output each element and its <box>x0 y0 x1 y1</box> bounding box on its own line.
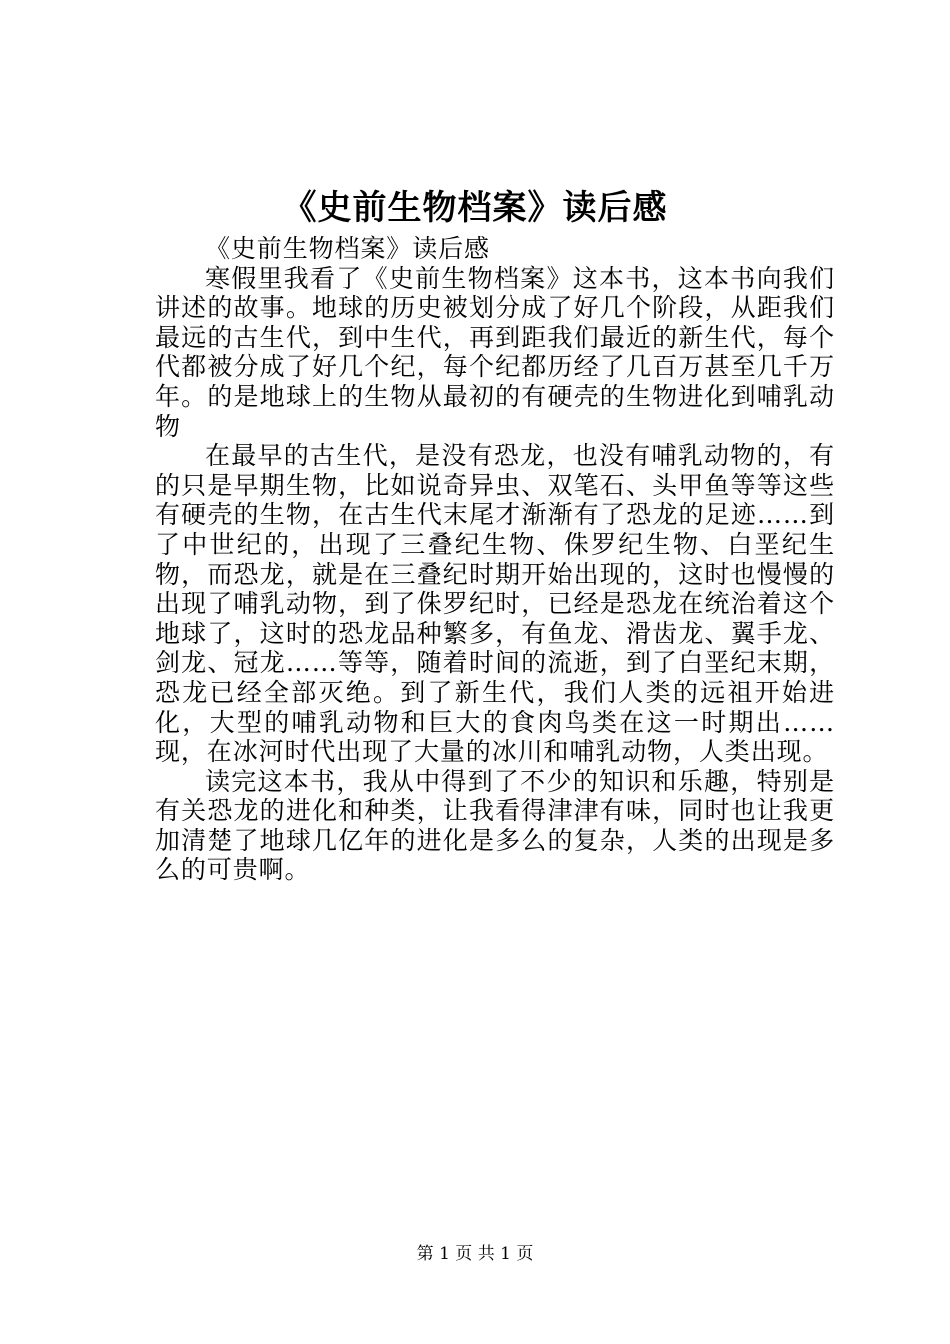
paragraph-conclusion: 读完这本书，我从中得到了不少的知识和乐趣，特别是有关恐龙的进化和种类，让我看得津津有味，同时也让我更加清楚了地球几亿年的进化是多么的复杂，人类的出现是多么的可贵啊。 <box>155 766 835 885</box>
document-title: 《史前生物档案》读后感 <box>282 188 668 228</box>
page-footer: 第 1 页 共 1 页 <box>416 1244 534 1264</box>
document-body <box>155 234 835 885</box>
paragraph-history: 在最早的古生代，是没有恐龙，也没有哺乳动物的，有的只是早期生物，比如说奇异虫、双笔石、头甲鱼等等这些有硬壳的生物，在古生代末尾才渐渐有了恐龙的足迹……到了中世纪的，出现了三叠纪生物、侏罗纪生物、白垩纪生物，而恐龙，就是在三叠纪时期开始出现的，这时也慢慢的出现了哺乳动物，到了侏罗纪时，已经是恐龙在统治着这个地球了，这时的恐龙品种繁多，有鱼龙、滑齿龙、翼手龙、剑龙、冠龙……等等，随着时间的流逝，到了白垩纪末期，恐龙已经全部灭绝。到了新生代，我们人类的远祖开始进化，大型的哺乳动物和巨大的食肉鸟类在这一时期出……现，在冰河时代出现了大量的冰川和哺乳动物，人类出现。 <box>155 441 835 767</box>
paragraph-subtitle: 《史前生物档案》读后感 <box>205 234 490 263</box>
paragraph-intro: 寒假里我看了《史前生物档案》这本书，这本书向我们讲述的故事。地球的历史被划分成了好几个阶段，从距我们最远的古生代，到中生代，再到距我们最近的新生代，每个代都被分成了好几个纪，每个纪都历经了几百万甚至几千万年。的是地球上的生物从最初的有硬壳的生物进化到哺乳动物 <box>155 263 835 441</box>
